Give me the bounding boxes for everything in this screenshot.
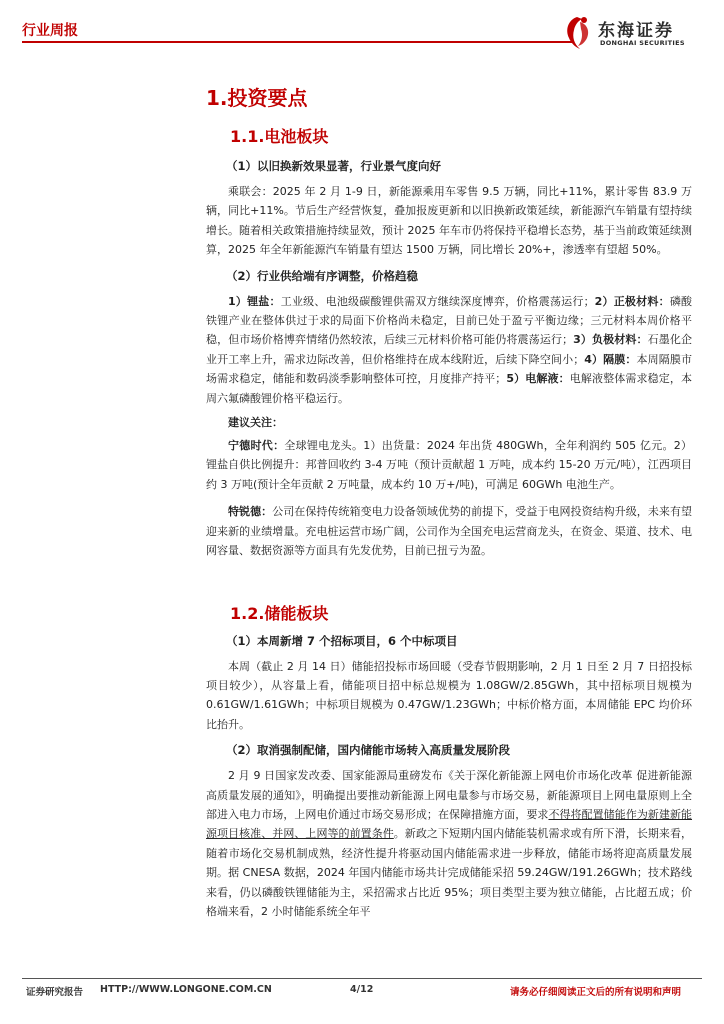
subheading-trade-in: （1）以旧换新效果显著，行业景气度向好 [226, 159, 441, 173]
text-tgood: 公司在保持传统箱变电力设备领域优势的前提下，受益于电网投资结构升级，未来有望迎来新的业绩增量。充电桩运营市场广阔，公司作为全国充电运营商龙头，在资金、渠道、技术、电网容量、数据资源等方面具有先发优势，目前已扭亏为盈。 [206, 505, 693, 558]
text-separator: 本周隔膜市场需求稳定，储能和数码淡季影响整体可控，月度排产持平； [206, 352, 693, 386]
paragraph-bids: 本周（截止 2 月 14 日）储能招投标市场回暖（受春节假期影响，2 月 1 日至 2 月 7 日招投标项目较少），从容量上看，储能项目招中标总规模为 1.08GW/2.85GWh，其中招标项目规模为 0.61GW/1.61GWh；中标项目规模为 0.47GW/1.23GWh；中标价格方面，本周储能 EPC 均价环比抬升。 [206, 659, 692, 731]
label-lithium: 1）锂盐： [228, 294, 281, 308]
text-policy-a: 2 月 9 日国家发改委、国家能源局重磅发布《关于深化新能源上网电价市场化改革 促进新能源高质量发展的通知》，明确提出要推动新能源上网电量参与市场交易，新能源项目上网电量原则上全部进入电力市场，上网电价通过市场交易形成；在保障措施方面，要求 [206, 769, 692, 821]
logo-mark-icon [560, 14, 594, 52]
text-policy-underlined: 不得将配置储能作为新建新能源项目核准、并网、上网等的前置条件 [206, 807, 693, 841]
text-anode: 石墨化企业开工率上升，需求边际改善，但价格维持在成本线附近，后续下降空间小； [206, 333, 693, 366]
text-cathode: 磷酸铁锂产业在整体供过于求的局面下价格尚未稳定，目前已处于盈亏平衡边缘；三元材料本周价格平稳，但市场价格博弈情绪仍然较浓，后续三元材料价格可能仍将震荡运行； [206, 294, 693, 347]
company-tgood: 特锐德： [228, 505, 273, 519]
label-anode: 3）负极材料： [573, 333, 648, 347]
logo-name: 东海证券 [598, 21, 674, 41]
text-electrolyte: 电解液整体需求稳定，本周六氟磷酸锂价格平稳运行。 [206, 372, 693, 405]
text-lithium: 工业级、电池级碳酸锂供需双方继续深度博弈，价格震荡运行； [280, 294, 595, 308]
paragraph-catl [206, 436, 692, 494]
footer-divider [22, 978, 702, 979]
report-body [206, 82, 692, 921]
company-catl: 宁德时代： [228, 439, 285, 453]
text-catl: 全球锂电龙头。1）出货量：2024 年出货 480GWh，全年利润约 505 亿元。2）锂盐自供比例提升：邦普回收约 3-4 万吨（预计贡献超 1 万吨，成本约 15-20 万元/吨），江西项目约 3 万吨(预计全年贡献 2 万吨量，成本约 10 万+/吨)，可满足 60GWh 电池生产。 [206, 439, 692, 491]
label-cathode: 2）正极材料： [594, 294, 670, 308]
label-electrolyte: 5）电解液： [506, 372, 570, 386]
paragraph-policy [206, 766, 692, 921]
paragraph-ev-sales: 乘联会：2025 年 2 月 1-9 日，新能源乘用车零售 9.5 万辆，同比+11%，累计零售 83.9 万辆，同比+11%。节后生产经营恢复，叠加报废更新和以旧换新政策延续，新能源汽车销量有望持续增长。随着相关政策措施持续显效，预计 2025 年车市仍将保持平稳增长态势，基于当前政策延续测算，2025 年全年新能源汽车销量有望达 1500 万辆，同比增长 20%+，渗透率有望超 50%。 [206, 185, 692, 257]
report-type-tag: 行业周报 [22, 23, 78, 39]
text-policy-b: 。新政之下短期内国内储能装机需求或有所下滑，长期来看，随着市场化交易机制成熟，经济性提升将驱动国内储能需求进一步释放，储能市场将迎高质量发展期。据 CNESA 数据，2024 年国内储能市场共计完成储能采招 59.24GW/191.26GWh；技术路线来看，仍以磷酸铁锂储能为主，采招需求占比近 95%；项目类型主要为独立储能，占比超五成；价格端来看，2 小时储能系统全年平 [206, 827, 693, 918]
subheading-bids: （1）本周新增 7 个招标项目，6 个中标项目 [226, 633, 458, 648]
footer-report-label: 证券研究报告 [26, 987, 84, 998]
paragraph-tgood [206, 502, 692, 560]
company-logo [560, 14, 705, 54]
section-title-investment: 1.投资要点 [206, 86, 308, 110]
focus-label: 建议关注： [228, 416, 283, 430]
section-title-battery: 1.1.电池板块 [230, 127, 329, 146]
footer-website-link[interactable]: HTTP://WWW.LONGONE.COM.CN [100, 984, 272, 995]
label-separator: 4）隔膜： [584, 352, 637, 366]
subheading-supply: （2）行业供给端有序调整，价格趋稳 [226, 268, 418, 283]
subheading-policy: （2）取消强制配储，国内储能市场转入高质量发展阶段 [226, 743, 510, 758]
footer-page-number: 4/12 [350, 984, 374, 995]
section-title-storage: 1.2.储能板块 [230, 603, 329, 623]
paragraph-materials [206, 292, 692, 408]
logo-subtitle: DONGHAI SECURITIES [600, 39, 685, 47]
header-divider [22, 41, 572, 43]
footer-disclaimer: 请务必仔细阅读正文后的所有说明和声明 [510, 987, 682, 998]
